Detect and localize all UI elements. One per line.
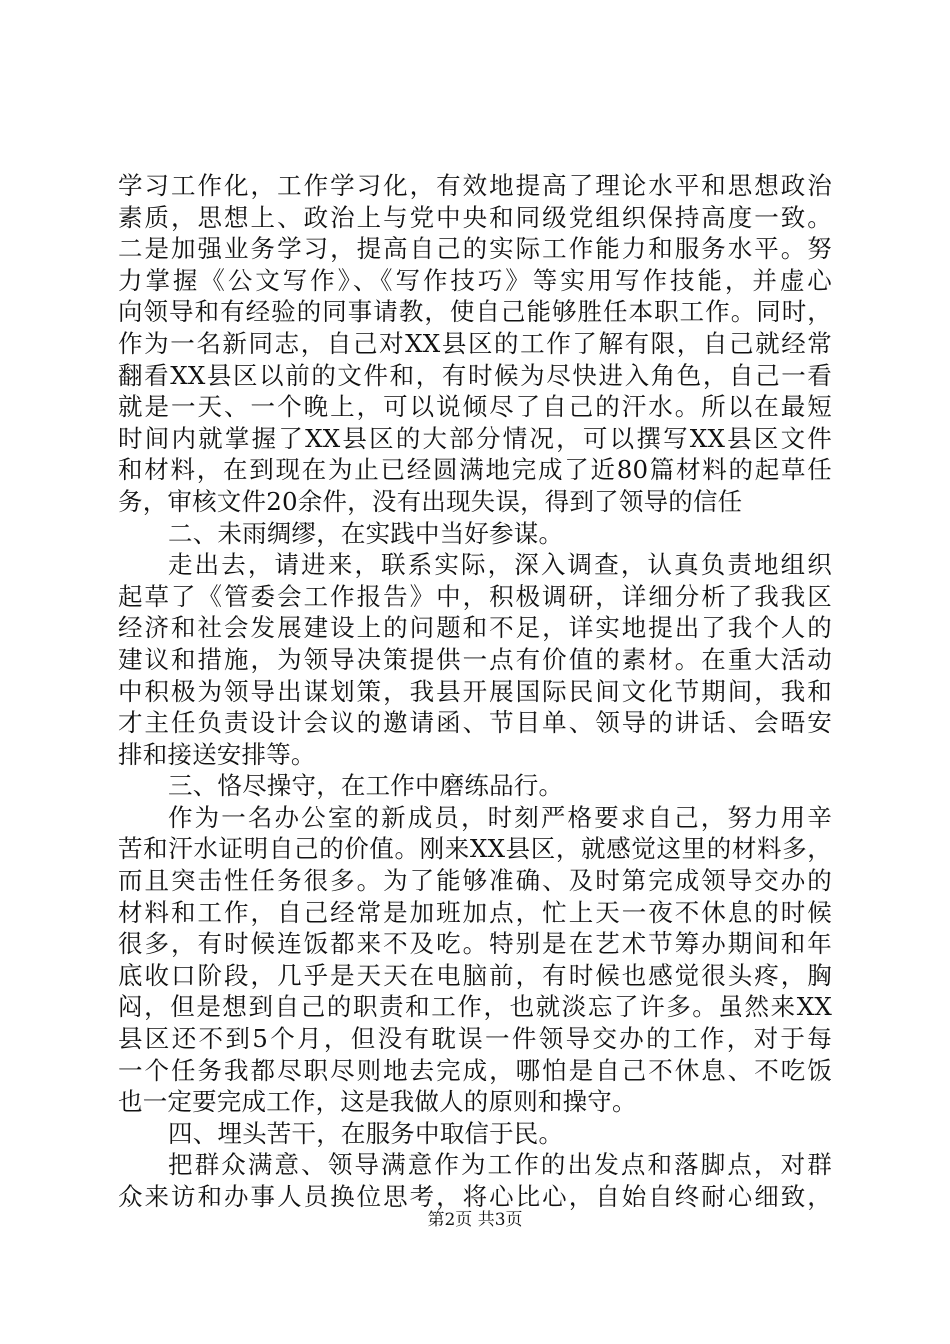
text-line: 一个任务我都尽职尽则地去完成，哪怕是自己不休息、不吃饭 — [118, 1055, 832, 1085]
text-line: 材料和工作，自己经常是加班加点，忙上天一夜不休息的时候 — [118, 897, 832, 927]
text-line: 排和接送安排等。 — [118, 739, 316, 769]
text-line: 作为一名办公室的新成员，时刻严格要求自己，努力用辛 — [168, 802, 832, 832]
text-line: 建议和措施，为领导决策提供一点有价值的素材。在重大活动 — [118, 644, 832, 674]
text-line: 作为一名新同志，自己对XX县区的工作了解有限，自己就经常 — [118, 328, 832, 358]
text-line: 素质，思想上、政治上与党中央和同级党组织保持高度一致。 — [118, 202, 832, 232]
text-line: 经济和社会发展建设上的问题和不足，详实地提出了我个人的 — [118, 613, 832, 643]
section-heading: 四、埋头苦干，在服务中取信于民。 — [168, 1118, 564, 1148]
section-heading: 二、未雨绸缪，在实践中当好参谋。 — [168, 518, 564, 548]
text-line: 起草了《管委会工作报告》中，积极调研，详细分析了我我区 — [118, 581, 832, 611]
text-line: 也一定要完成工作，这是我做人的原则和操守。 — [118, 1087, 637, 1117]
text-line: 把群众满意、领导满意作为工作的出发点和落脚点，对群 — [168, 1150, 832, 1180]
text-line: 才主任负责设计会议的邀请函、节目单、领导的讲话、会晤安 — [118, 708, 832, 738]
text-line: 很多，有时候连饭都来不及吃。特别是在艺术节筹办期间和年 — [118, 929, 832, 959]
text-line: 底收口阶段，几乎是天天在电脑前，有时候也感觉很头疼，胸 — [118, 960, 832, 990]
text-line: 时间内就掌握了XX县区的大部分情况，可以撰写XX县区文件 — [118, 423, 832, 453]
text-line: 学习工作化，工作学习化，有效地提高了理论水平和思想政治 — [118, 171, 832, 200]
text-line: 力掌握《公文写作》、《写作技巧》等实用写作技能，并虚心 — [118, 265, 832, 295]
text-line: 闷，但是想到自己的职责和工作，也就淡忘了许多。虽然来XX — [118, 992, 832, 1022]
text-line: 苦和汗水证明自己的价值。刚来XX县区，就感觉这里的材料多， — [118, 834, 832, 864]
text-line: 务，审核文件20余件，没有出现失误，得到了领导的信任 — [118, 486, 743, 516]
text-line: 而且突击性任务很多。为了能够准确、及时第完成领导交办的 — [118, 866, 832, 896]
text-line: 和材料，在到现在为止已经圆满地完成了近80篇材料的起草任 — [118, 455, 832, 485]
page-number-footer: 第2页 共3页 — [427, 1210, 523, 1230]
text-line: 翻看XX县区以前的文件和，有时候为尽快进入角色，自己一看 — [118, 360, 832, 390]
section-heading: 三、恪尽操守，在工作中磨练品行。 — [168, 771, 564, 801]
text-line: 就是一天、一个晚上，可以说倾尽了自己的汗水。所以在最短 — [118, 392, 832, 422]
text-line: 众来访和办事人员换位思考，将心比心，自始自终耐心细致， — [118, 1182, 832, 1211]
text-line: 二是加强业务学习，提高自己的实际工作能力和服务水平。努 — [118, 234, 832, 264]
text-line: 县区还不到5个月，但没有耽误一件领导交办的工作，对于每 — [118, 1024, 832, 1054]
text-line: 走出去，请进来，联系实际，深入调查，认真负责地组织 — [168, 550, 832, 580]
text-line: 中积极为领导出谋划策，我县开展国际民间文化节期间，我和 — [118, 676, 832, 706]
document-body — [118, 170, 832, 1213]
text-line: 向领导和有经验的同事请教，使自己能够胜任本职工作。同时， — [118, 297, 832, 327]
